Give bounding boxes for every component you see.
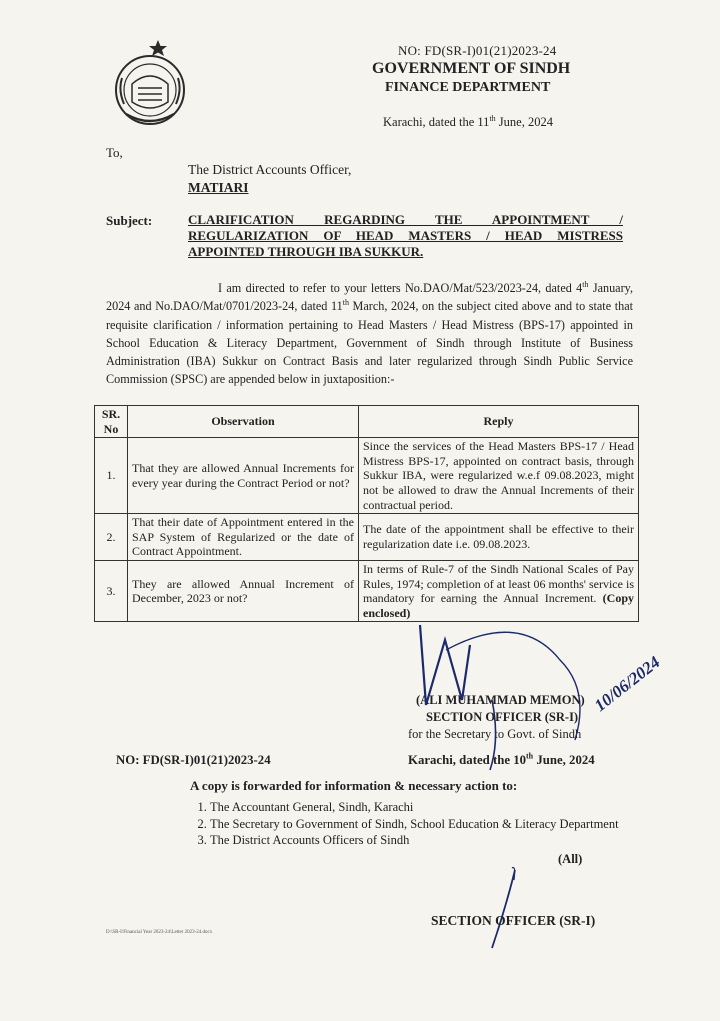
header-reply: Reply <box>359 406 639 438</box>
list-item: 1. The Accountant General, Sindh, Karachi <box>210 799 640 816</box>
signatory-for-line: for the Secretary to Govt. of Sindh <box>408 727 582 741</box>
subject-label: Subject: <box>106 213 153 228</box>
row-sr: 2. <box>95 514 128 561</box>
department-heading: FINANCE DEPARTMENT <box>385 80 551 95</box>
addressee-line: The District Accounts Officer, <box>188 162 352 177</box>
table-header-row <box>95 406 639 438</box>
table-row <box>95 514 639 561</box>
handwritten-date: 10/06/2024 <box>590 652 664 716</box>
row-sr: 1. <box>95 438 128 514</box>
to-label: To, <box>106 145 123 160</box>
forwarding-reference: NO: FD(SR-I)01(21)2023-24 <box>116 753 271 767</box>
signatory-title: SECTION OFFICER (SR-I) <box>426 710 579 724</box>
copy-enclosed-note: (Copy enclosed) <box>363 591 634 620</box>
row-sr: 3. <box>95 560 128 621</box>
table-row <box>95 438 639 514</box>
row-reply: Since the services of the Head Masters BPS-17 / Head Mistress BPS-17, appointed on contract basis, through Sukkur IBA, were regularized w.e.f 09.08.2023, might not be allowed to draw the Annual Increments of their contractual period. <box>359 438 639 514</box>
signatory-name: (ALI MUHAMMAD MEMON) <box>416 693 585 707</box>
forwarding-date: Karachi, dated the 10th June, 2024 <box>408 751 595 767</box>
row-reply: In terms of Rule-7 of the Sindh National Scales of Pay Rules, 1974; completion of at least 06 months' service is mandatory for earning the Annual Increment. (Copy enclosed) <box>359 560 639 621</box>
government-heading: GOVERNMENT OF SINDH <box>372 60 571 77</box>
list-item: 2. The Secretary to Government of Sindh, School Education & Literacy Department <box>210 816 640 833</box>
row-observation: That their date of Appointment entered in the SAP System of Regularized or the date of Contract Appointment. <box>128 514 359 561</box>
footer-signatory-title: SECTION OFFICER (SR-I) <box>431 913 596 928</box>
header-observation: Observation <box>128 406 359 438</box>
letter-date: Karachi, dated the 11th June, 2024 <box>383 113 553 129</box>
subject-text: CLARIFICATION REGARDING THE APPOINTMENT / REGULARIZATION OF HEAD MASTERS / HEAD MISTRESS APPOINTED THROUGH IBA SUKKUR. <box>188 212 623 259</box>
list-item: 3. The District Accounts Officers of Sindh <box>210 832 640 849</box>
row-observation: That they are allowed Annual Increments for every year during the Contract Period or not? <box>128 438 359 514</box>
addressee-location: MATIARI <box>188 180 249 195</box>
reference-number: NO: FD(SR-I)01(21)2023-24 <box>398 43 557 58</box>
forwarding-intro: A copy is forwarded for information & necessary action to: <box>190 778 518 793</box>
row-observation: They are allowed Annual Increment of December, 2023 or not? <box>128 560 359 621</box>
header-sr: SR. No <box>95 406 128 438</box>
document-path: D:\SR-I\Financial Year 2023-24\Letter 2023-24.docx <box>106 930 213 935</box>
observation-table <box>94 405 639 622</box>
recipient-list <box>188 799 640 849</box>
all-label: (All) <box>558 852 583 866</box>
government-seal-icon <box>110 38 192 130</box>
body-paragraph: I am directed to refer to your letters No.DAO/Mat/523/2023-24, dated 4th January, 2024 and No.DAO/Mat/0701/2023-24, dated 11th March, 2024, on the subject cited above and to state that requisite clarification / information pertaining to Head Masters / Head Mistress (BPS-17) appointed in School Education & Literacy Department, Government of Sindh through Institute of Business Administration (IBA) Sukkur on Contract Basis and later regularized through Sindh Public Service Commission (SPSC) are appended below in juxtaposition:- <box>106 279 633 387</box>
table-row <box>95 560 639 621</box>
row-reply: The date of the appointment shall be effective to their regularization date i.e. 09.08.2023. <box>359 514 639 561</box>
